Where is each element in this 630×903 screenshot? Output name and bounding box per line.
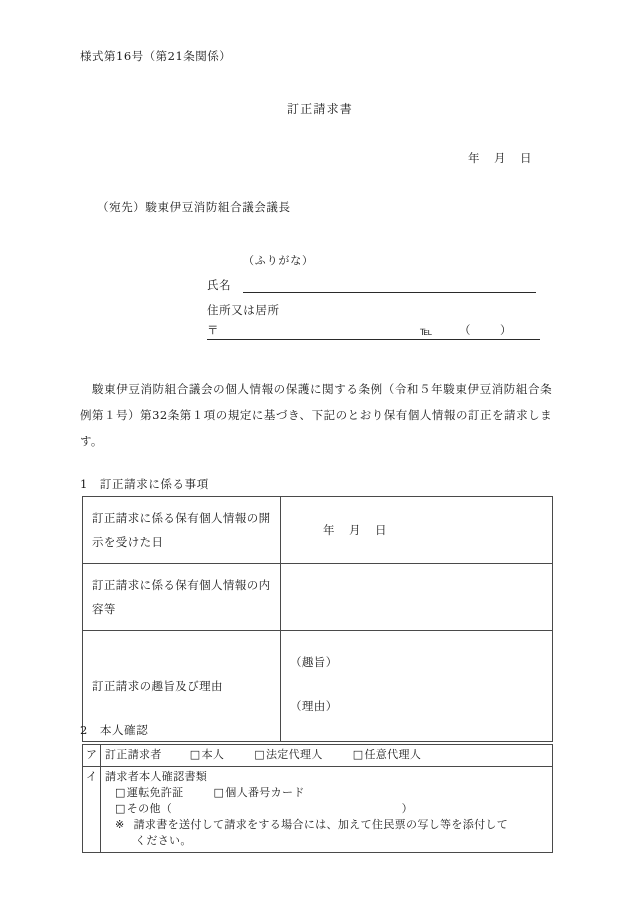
date-month-label: 月 (494, 151, 506, 165)
reason-label: （理由） (290, 699, 338, 713)
disclosure-year-label: 年 (323, 523, 335, 537)
table-row (83, 767, 553, 853)
section2-title: 本人確認 (99, 723, 149, 737)
checkbox-icon: □ (254, 748, 265, 761)
postal-tel-row[interactable] (207, 322, 540, 340)
form-number: 様式第16号（第21条関係） (80, 49, 232, 63)
furigana-label: （ふりがな） (243, 254, 314, 267)
other-close-paren: ） (401, 802, 413, 815)
table-row (83, 564, 553, 631)
row-marker-i: イ (83, 767, 101, 853)
telephone-area-paren: （ ） (459, 323, 521, 337)
date-line-top (468, 150, 532, 166)
disclosure-date-fields (290, 522, 552, 538)
document-title: 訂正請求書 (287, 102, 354, 116)
table-row (83, 631, 553, 742)
name-input-line[interactable] (243, 279, 536, 293)
identity-documents-label: 請求者本人確認書類 (105, 770, 208, 783)
table-row (83, 745, 553, 767)
identity-documents-cell (101, 767, 553, 853)
table-row (83, 497, 553, 564)
checkbox-label-my-number-card: 個人番号カード (225, 786, 305, 799)
addressee: （宛先）駿東伊豆消防組合議会議長 (97, 200, 291, 214)
other-input-space[interactable] (172, 802, 401, 815)
row-value-disclosure-date[interactable] (281, 497, 553, 564)
identity-option-row-2 (115, 801, 548, 817)
identity-documents-options (105, 785, 548, 817)
checkbox-option-voluntary-representative[interactable] (353, 748, 422, 761)
correction-request-table (82, 496, 553, 742)
checkbox-icon: □ (115, 786, 126, 799)
checkbox-option-drivers-license[interactable] (115, 786, 184, 799)
checkbox-icon: □ (213, 786, 225, 799)
name-label: 氏名 (207, 278, 232, 292)
section1-heading (80, 476, 209, 492)
row-label-purpose-reason: 訂正請求の趣旨及び理由 (83, 631, 281, 742)
name-row (207, 277, 536, 293)
section1-title: 訂正請求に係る事項 (99, 477, 209, 491)
row-label-disclosure-date: 訂正請求に係る保有個人情報の開示を受けた日 (83, 497, 281, 564)
identity-option-row-1 (115, 785, 548, 801)
checkbox-icon: □ (115, 802, 126, 815)
row-value-information-content[interactable] (281, 564, 553, 631)
address-label: 住所又は居所 (207, 303, 280, 317)
row-value-purpose-reason[interactable] (281, 631, 553, 742)
note-mark-icon: ※ (115, 818, 125, 831)
telephone-icon: ℡ (420, 324, 433, 338)
checkbox-label-voluntary-representative: 任意代理人 (364, 748, 422, 761)
identity-verification-table (82, 744, 553, 853)
note-text: 請求書を送付して請求をする場合には、加えて住民票の写し等を添付して (133, 818, 509, 831)
checkbox-option-other[interactable] (115, 802, 172, 815)
checkbox-icon: □ (352, 748, 364, 761)
checkbox-option-legal-representative[interactable] (254, 748, 323, 761)
date-year-label: 年 (468, 151, 480, 165)
purpose-label: （趣旨） (290, 655, 338, 669)
checkbox-label-drivers-license: 運転免許証 (126, 786, 184, 799)
disclosure-day-label: 日 (375, 523, 387, 537)
checkbox-icon: □ (189, 748, 201, 761)
body-paragraph-text: 駿東伊豆消防組合議会の個人情報の保護に関する条例（令和５年駿東伊豆消防組合条例第１号）第32条第１項の規定に基づき、下記のとおり保有個人情報の訂正を請求します。 (80, 382, 552, 448)
requester-label: 訂正請求者 (105, 748, 162, 761)
row-marker-a: ア (83, 745, 101, 767)
requester-type-cell (101, 745, 553, 767)
disclosure-month-label: 月 (349, 523, 361, 537)
section1-number: 1 (80, 477, 88, 491)
checkbox-option-my-number-card[interactable] (214, 786, 305, 799)
postal-code-icon: 〒 (207, 323, 219, 337)
checkbox-label-self: 本人 (201, 748, 225, 761)
checkbox-label-other: その他（ (126, 802, 173, 815)
row-label-information-content: 訂正請求に係る保有個人情報の内容等 (83, 564, 281, 631)
date-day-label: 日 (520, 151, 532, 165)
note-text-continued: ください。 (135, 834, 192, 847)
identity-note (105, 817, 548, 849)
checkbox-option-self[interactable] (190, 748, 224, 761)
section2-heading (80, 722, 148, 738)
body-paragraph (80, 376, 552, 454)
checkbox-label-legal-representative: 法定代理人 (265, 748, 323, 761)
section2-number: 2 (80, 723, 88, 737)
